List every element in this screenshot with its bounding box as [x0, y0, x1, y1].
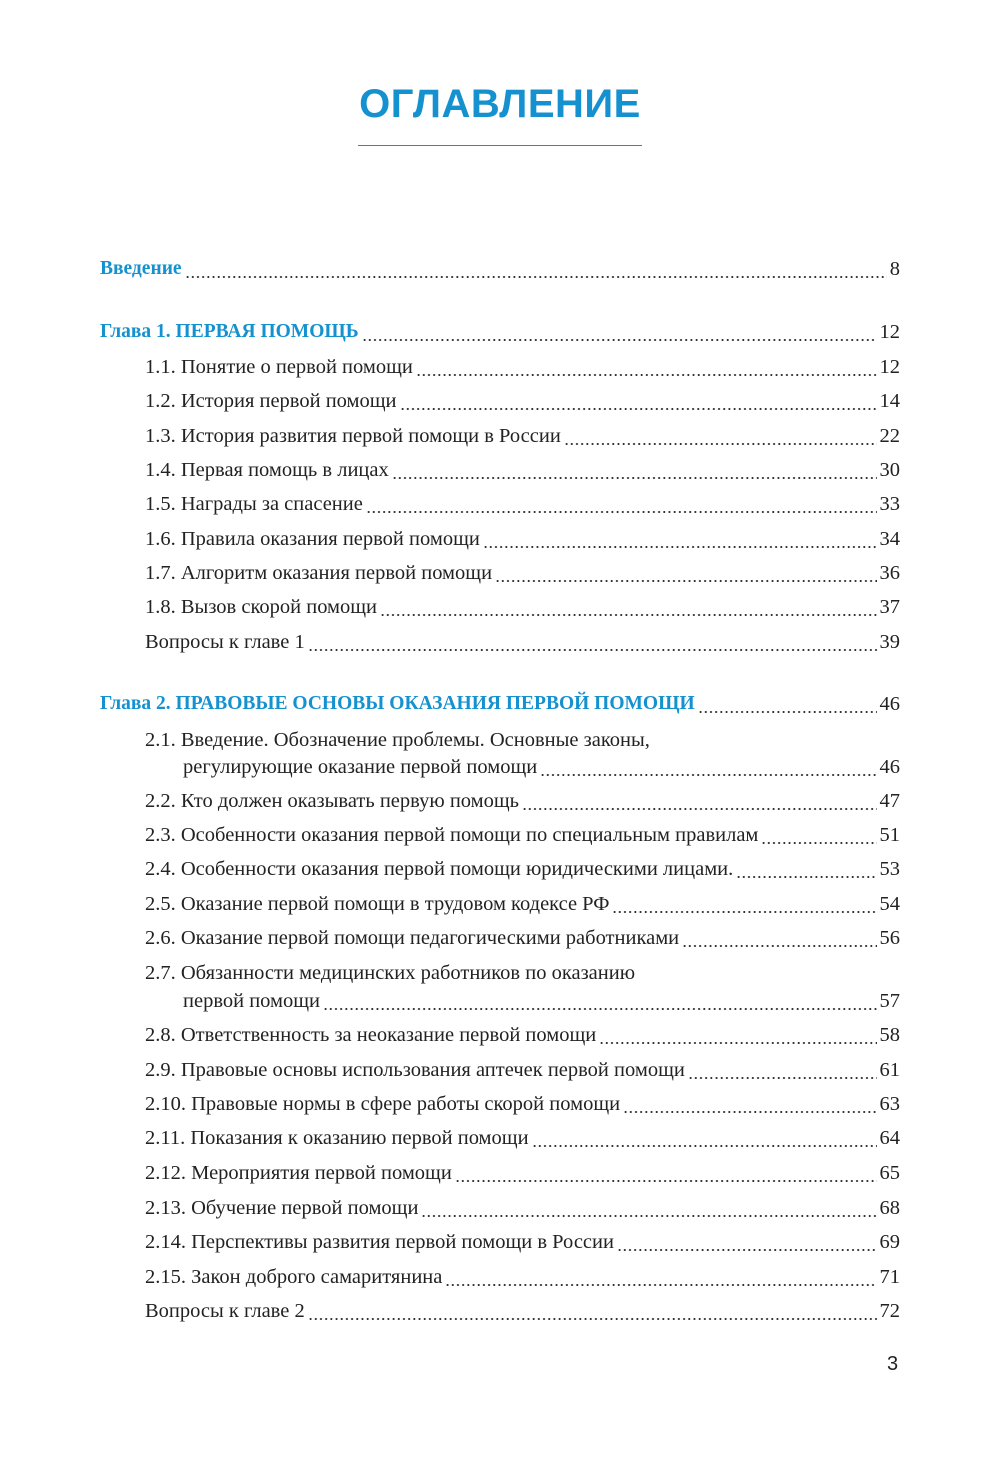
toc-entry-page: 12 [879, 356, 900, 378]
toc-entry-page: 46 [879, 693, 900, 715]
toc-entry-label: 1.4. Первая помощь в лицах [145, 459, 389, 481]
toc-entry-page: 33 [879, 493, 900, 515]
toc-chapter-2[interactable] [100, 692, 900, 716]
toc-entry-label: 2.14. Перспективы развития первой помощи в России [145, 1231, 614, 1253]
dot-leader [366, 492, 877, 516]
toc-entry-page: 47 [879, 790, 900, 812]
toc-entry[interactable] [145, 630, 900, 654]
toc-entry[interactable] [145, 1161, 900, 1185]
dot-leader [308, 630, 877, 654]
dot-leader [682, 926, 876, 950]
toc-entry-label: 2.5. Оказание первой помощи в трудовом кодексе РФ [145, 893, 610, 915]
toc-entry-label: Глава 2. ПРАВОВЫЕ ОСНОВЫ ОКАЗАНИЯ ПЕРВОЙ ПОМОЩИ [100, 693, 695, 714]
toc-entry-page: 61 [879, 1059, 900, 1081]
toc-entry[interactable] [145, 857, 900, 881]
toc-entry-label: 1.5. Награды за спасение [145, 493, 363, 515]
dot-leader [688, 1058, 877, 1082]
toc-entry-page: 65 [879, 1162, 900, 1184]
dot-leader [532, 1126, 877, 1150]
toc-entry-page: 53 [879, 858, 900, 880]
toc-entry[interactable] [145, 355, 900, 379]
toc-entry[interactable] [145, 1092, 900, 1116]
toc-entry-label: 2.15. Закон доброго самаритянина [145, 1266, 443, 1288]
toc-entry-page: 63 [879, 1093, 900, 1115]
toc-entry-label: 2.9. Правовые основы использования аптечек первой помощи [145, 1059, 685, 1081]
toc-entry[interactable] [145, 1196, 900, 1220]
toc-chapter-1[interactable] [100, 320, 900, 344]
toc-entry-label: 2.10. Правовые нормы в сфере работы скорой помощи [145, 1093, 621, 1115]
toc-entry-page: 57 [879, 990, 900, 1012]
toc-entry[interactable] [145, 458, 900, 482]
dot-leader [495, 561, 876, 585]
toc-entry-label: 1.2. История первой помощи [145, 390, 397, 412]
toc-entry[interactable] [145, 424, 900, 448]
toc-entry-label: 2.2. Кто должен оказывать первую помощь [145, 790, 520, 812]
dot-leader [698, 692, 877, 716]
dot-leader [185, 257, 887, 281]
toc-entry[interactable] [145, 1265, 900, 1289]
dot-leader [455, 1161, 877, 1185]
dot-leader [421, 1196, 876, 1220]
toc-entry-page: 30 [879, 459, 900, 481]
toc-entry-page: 71 [879, 1266, 900, 1288]
dot-leader [522, 789, 876, 813]
toc-entry-label: Введение [100, 258, 182, 279]
toc-entry[interactable] [145, 892, 900, 916]
toc-entry[interactable] [145, 823, 900, 847]
toc-entry[interactable] [145, 561, 900, 585]
dot-leader [445, 1265, 876, 1289]
dot-leader [380, 595, 876, 619]
toc-entry-page: 54 [879, 893, 900, 915]
toc-entry-label: 1.3. История развития первой помощи в России [145, 425, 561, 447]
toc-entry-page: 22 [879, 425, 900, 447]
toc-entry-page: 68 [879, 1197, 900, 1219]
toc-entry-page: 36 [879, 562, 900, 584]
toc-entry[interactable] [145, 926, 900, 950]
toc-entry-label: 2.7. Обязанности медицинских работников по оказанию [145, 962, 636, 984]
title-underline [358, 145, 642, 146]
toc-entry-page: 58 [879, 1024, 900, 1046]
toc-entry[interactable] [145, 1230, 900, 1254]
dot-leader [416, 355, 877, 379]
dot-leader [564, 424, 877, 448]
toc-entry-page: 46 [879, 756, 900, 778]
dot-leader [599, 1023, 876, 1047]
dot-leader [400, 389, 877, 413]
toc-entry-label: 2.8. Ответственность за неоказание первой помощи [145, 1024, 597, 1046]
toc-entry-label: Глава 1. ПЕРВАЯ ПОМОЩЬ [100, 321, 359, 342]
toc-entry[interactable] [145, 1058, 900, 1082]
toc-entry-label: 2.3. Особенности оказания первой помощи по специальным правилам [145, 824, 759, 846]
dot-leader [483, 527, 877, 551]
toc-intro[interactable] [100, 257, 900, 281]
toc-entry[interactable] [145, 1023, 900, 1047]
dot-leader [623, 1092, 876, 1116]
toc-entry-label: Вопросы к главе 1 [145, 631, 305, 653]
toc-entry-page: 37 [879, 596, 900, 618]
dot-leader [617, 1230, 877, 1254]
toc-entry-label: первой помощи [183, 990, 321, 1012]
dot-leader [308, 1299, 877, 1323]
toc-entry-label: 2.6. Оказание первой помощи педагогическими работниками [145, 927, 680, 949]
toc-entry-label: 2.4. Особенности оказания первой помощи юридическими лицами. [145, 858, 734, 880]
page-number: 3 [887, 1353, 899, 1375]
toc-entry-page: 72 [879, 1300, 900, 1322]
toc-entry-label: 2.1. Введение. Обозначение проблемы. Основные законы, [145, 729, 650, 751]
toc-entry-page: 51 [879, 824, 900, 846]
dot-leader [323, 989, 876, 1013]
toc-entry[interactable] [145, 389, 900, 413]
toc-entry[interactable] [145, 789, 900, 813]
dot-leader [736, 857, 876, 881]
toc-entry[interactable] [145, 492, 900, 516]
toc-entry-page: 39 [879, 631, 900, 653]
dot-leader [362, 320, 877, 344]
toc-entry-page: 12 [879, 321, 900, 343]
toc-entry-label: 2.12. Мероприятия первой помощи [145, 1162, 452, 1184]
toc-entry[interactable] [145, 595, 900, 619]
toc-entry-page: 8 [889, 258, 900, 280]
toc-entry-label: 2.11. Показания к оказанию первой помощи [145, 1127, 529, 1149]
toc-entry-page: 14 [879, 390, 900, 412]
toc-entry[interactable] [183, 989, 900, 1013]
toc-entry-page: 34 [879, 528, 900, 550]
dot-leader [392, 458, 877, 482]
toc-entry-label: регулирующие оказание первой помощи [183, 756, 538, 778]
toc-entry[interactable] [145, 527, 900, 551]
toc-entry-label: 1.1. Понятие о первой помощи [145, 356, 413, 378]
toc-entry-label: 1.7. Алгоритм оказания первой помощи [145, 562, 493, 584]
toc-entry-label: Вопросы к главе 2 [145, 1300, 305, 1322]
toc-entry-label: 2.13. Обучение первой помощи [145, 1197, 419, 1219]
toc-entry-page: 56 [879, 927, 900, 949]
toc-entry[interactable] [145, 1299, 900, 1323]
toc-entry-label: 1.6. Правила оказания первой помощи [145, 528, 480, 550]
dot-leader [761, 823, 876, 847]
page-title: ОГЛАВЛЕНИЕ [359, 82, 641, 126]
toc-entry[interactable] [183, 755, 900, 779]
dot-leader [540, 755, 876, 779]
dot-leader [612, 892, 876, 916]
toc-entry-page: 69 [879, 1231, 900, 1253]
toc-entry-page: 64 [879, 1127, 900, 1149]
toc-entry-label: 1.8. Вызов скорой помощи [145, 596, 378, 618]
toc-entry[interactable] [145, 1126, 900, 1150]
